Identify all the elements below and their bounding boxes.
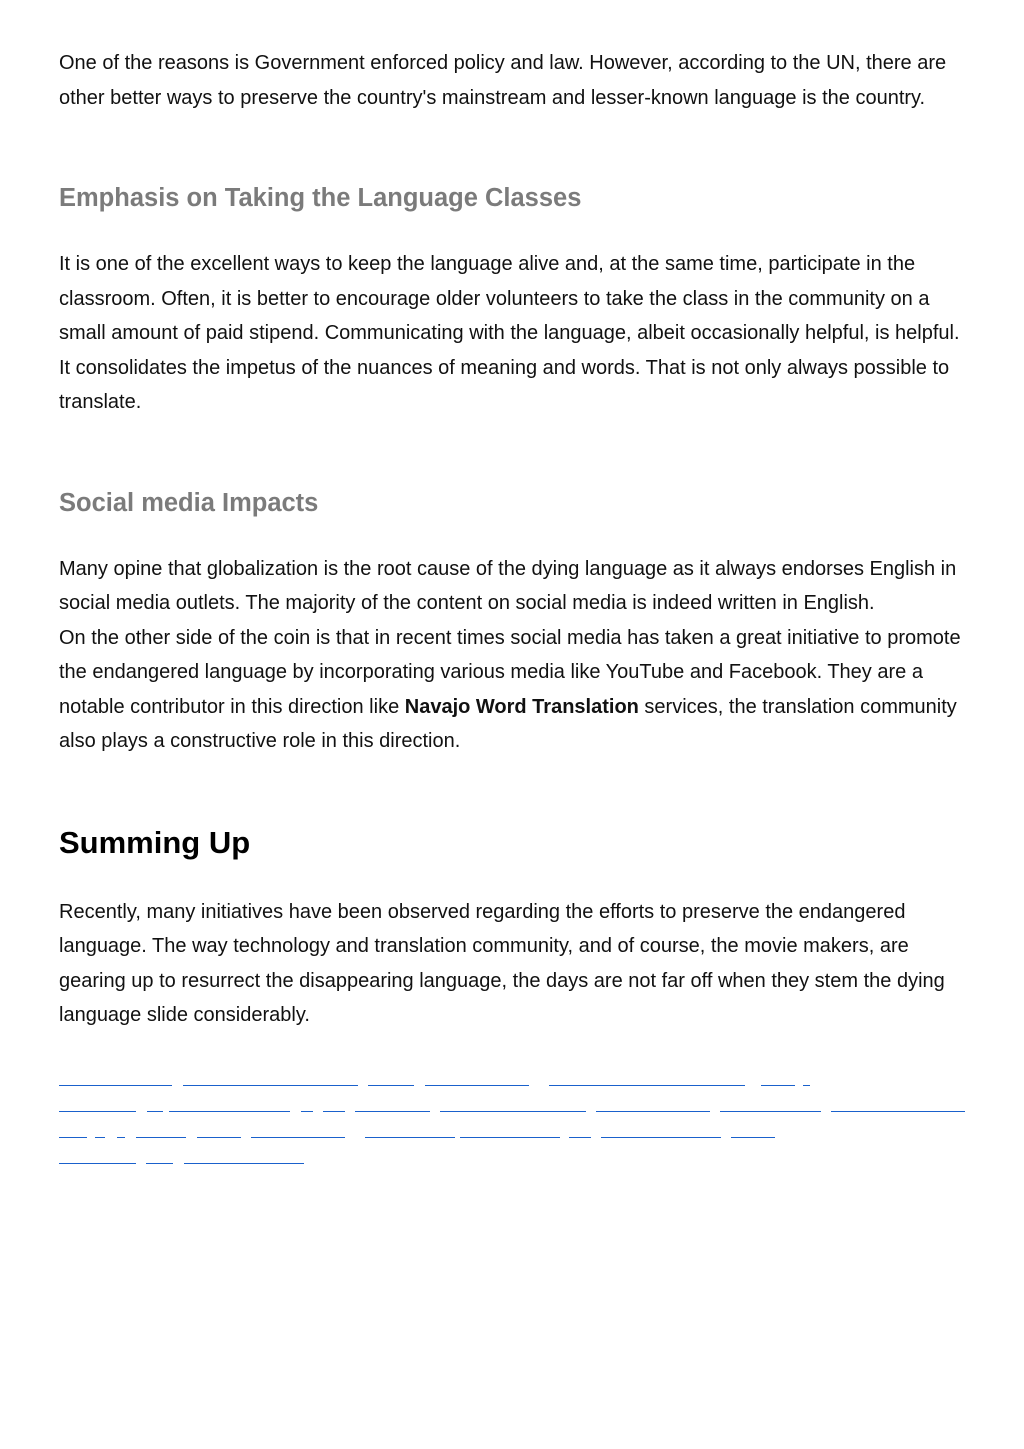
link[interactable]: [425, 1085, 529, 1086]
link[interactable]: [601, 1137, 721, 1138]
heading-summing-up: Summing Up: [59, 824, 251, 860]
navajo-word-translation-bold: Navajo Word Translation: [404, 695, 639, 718]
paragraph-social-media-2: [59, 621, 969, 759]
link[interactable]: [197, 1137, 241, 1138]
link[interactable]: [731, 1137, 775, 1138]
link-row: [59, 1125, 969, 1151]
link[interactable]: [761, 1085, 795, 1086]
document-page: [59, 46, 969, 1177]
link-row: [59, 1073, 969, 1099]
link[interactable]: [460, 1137, 560, 1138]
link-row: [59, 1151, 969, 1177]
paragraph-language-classes: It is one of the excellent ways to keep the language alive and, at the same time, participate in the classroom. Often, it is better to encourage older volunteers to take the class in the community on a small amount of paid stipend. Communicating with the language, albeit occasionally helpful, is helpful. It consolidates the impetus of the nuances of meaning and words. That is not only always possible to translate.: [59, 253, 960, 413]
link[interactable]: [365, 1137, 455, 1138]
link[interactable]: [183, 1085, 358, 1086]
paragraph-social-media-1: Many opine that globalization is the root cause of the dying language as it always endorses English in social media outlets. The majority of the content on social media is indeed written in English.: [59, 557, 957, 614]
intro-paragraph: One of the reasons is Government enforced policy and law. However, according to the UN, there are other better ways to preserve the country's mainstream and lesser-known language is the country.: [59, 52, 947, 109]
link[interactable]: [803, 1085, 810, 1086]
social-media-text-before: On the other side of the coin is that in recent times social media has taken a great initiative to promote the endangered language by incorporating various media like YouTube and Facebook. They are a notable contributor in this direction like: [59, 626, 961, 718]
link[interactable]: [147, 1111, 163, 1112]
link[interactable]: [301, 1111, 313, 1112]
link[interactable]: [831, 1111, 965, 1112]
link[interactable]: [136, 1137, 186, 1138]
link[interactable]: [95, 1137, 105, 1138]
link[interactable]: [169, 1111, 290, 1112]
link[interactable]: [59, 1163, 136, 1164]
link-block: [59, 1073, 969, 1177]
link[interactable]: [720, 1111, 821, 1112]
link[interactable]: [368, 1085, 414, 1086]
link[interactable]: [569, 1137, 591, 1138]
social-media-text-after: services, the translation community also plays a constructive role in this direction.: [59, 695, 957, 752]
link[interactable]: [146, 1163, 173, 1164]
link[interactable]: [117, 1137, 125, 1138]
link[interactable]: [59, 1085, 172, 1086]
heading-emphasis-language-classes: Emphasis on Taking the Language Classes: [59, 184, 582, 212]
link[interactable]: [596, 1111, 710, 1112]
link[interactable]: [59, 1137, 87, 1138]
link[interactable]: [184, 1163, 304, 1164]
link[interactable]: [549, 1085, 745, 1086]
heading-social-media-impacts: Social media Impacts: [59, 488, 319, 517]
link[interactable]: [59, 1111, 136, 1112]
paragraph-summing-up: Recently, many initiatives have been observed regarding the efforts to preserve the endangered language. The way technology and translation community, and of course, the movie makers, are gearing up to resurrect the disappearing language, the days are not far off when they stem the dying language slide considerably.: [59, 900, 945, 1026]
link[interactable]: [355, 1111, 430, 1112]
link[interactable]: [440, 1111, 586, 1112]
link-row: [59, 1099, 969, 1125]
link[interactable]: [251, 1137, 345, 1138]
link[interactable]: [323, 1111, 345, 1112]
